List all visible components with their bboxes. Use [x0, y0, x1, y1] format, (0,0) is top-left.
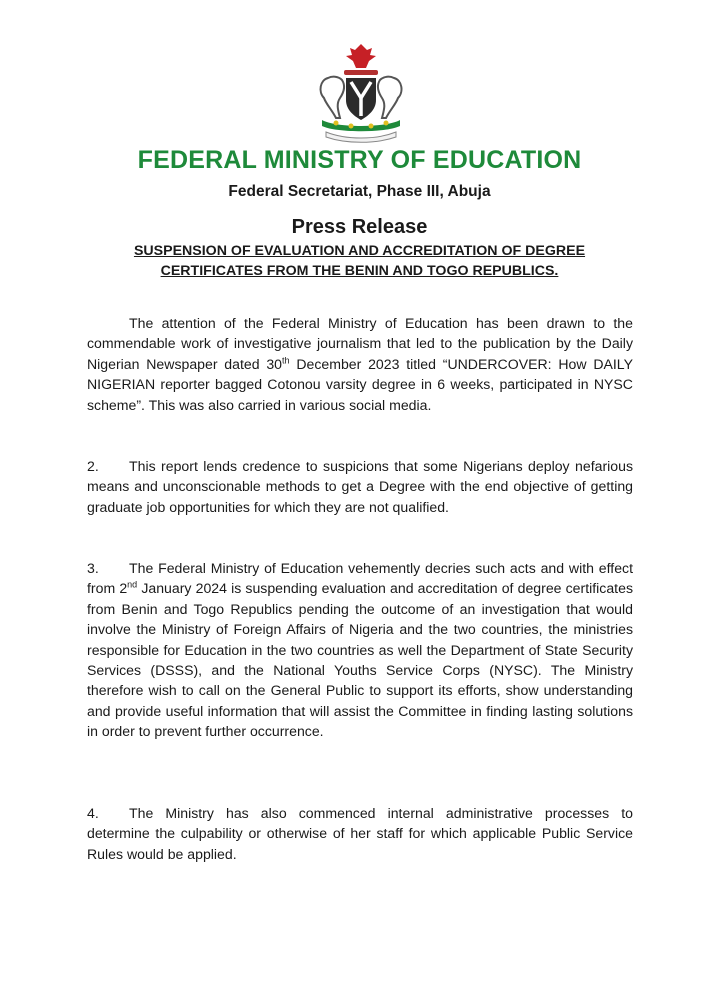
ministry-name: FEDERAL MINISTRY OF EDUCATION — [137, 146, 582, 174]
ministry-address: Federal Secretariat, Phase III, Abuja — [228, 183, 491, 200]
coat-of-arms-icon — [306, 40, 416, 144]
paragraph-3-text-b: January 2024 is suspending evaluation and accreditation of degree certificates from Benin and Togo Republics pending the outcome of an investigation that would involve the Ministry of Foreign Affairs of Nigeria and the two countries, the ministries responsible for Education in the two countries as well the Department of State Security Services (DSSS), and the National Youths Service Corps (NYSC). The Ministry therefore wish to call on the General Public to support its efforts, show understanding and provide useful information that will assist the Committee in finding lasting solutions in order to prevent further occurrence. — [87, 580, 633, 740]
paragraph-1-text-a: The attention of the Federal Ministry of Education has been drawn to the commendable work of investigative journalism that led to the publication by the Daily Nigerian Newspaper dated 30 — [87, 315, 633, 372]
document-type-heading: Press Release — [291, 216, 428, 238]
paragraph-4-text: The Ministry has also commenced internal administrative processes to determine the culpability or otherwise of her staff for which applicable Public Service Rules would be applied. — [87, 805, 633, 862]
paragraph-1-text-b: December 2023 titled “UNDERCOVER: How DAILY NIGERIAN reporter bagged Cotonou varsity degree in 6 weeks, participated in NYSC scheme”. This was also carried in various social media. — [87, 355, 634, 413]
paragraph-3-number: 3. — [87, 560, 99, 576]
paragraph-3 — [87, 558, 633, 742]
press-release-subject: SUSPENSION OF EVALUATION AND ACCREDITATION OF DEGREE CERTIFICATES FROM THE BENIN AND TOGO REPUBLICS. — [133, 243, 586, 279]
paragraph-1 — [87, 313, 633, 415]
paragraph-2-number: 2. — [87, 458, 99, 474]
paragraph-2 — [87, 456, 633, 517]
paragraph-1-ordinal-suffix: th — [282, 355, 290, 366]
paragraph-3-text-a: The Federal Ministry of Education vehemently decries such acts and with effect from 2 — [87, 560, 633, 597]
paragraph-2-text: This report lends credence to suspicions that some Nigerians deploy nefarious means and unconscionable methods to get a Degree with the end objective of getting graduate job opportunities for which they are not qualified. — [87, 458, 633, 515]
paragraph-4-number: 4. — [87, 805, 99, 821]
paragraph-4 — [87, 803, 633, 864]
paragraph-3-ordinal-suffix: nd — [127, 579, 138, 590]
